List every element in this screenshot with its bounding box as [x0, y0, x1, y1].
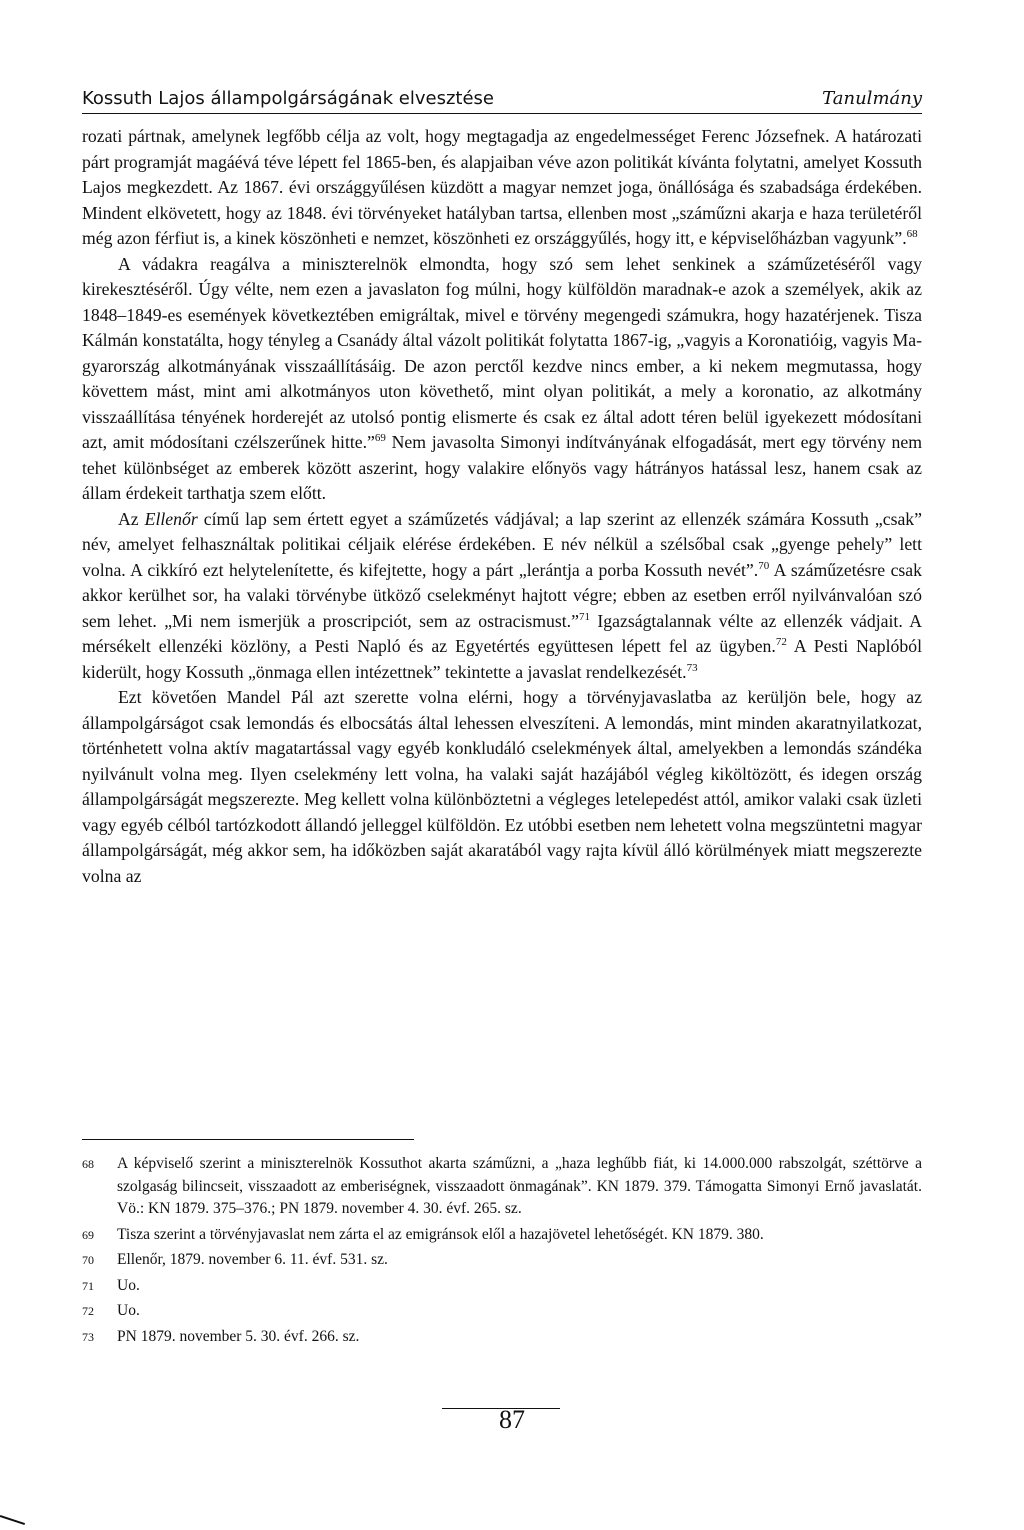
- footnote-ref-68[interactable]: 68: [906, 228, 918, 240]
- paragraph-text: Nem javasolta Simonyi indítványának elfogadását, mert egy törvény nem tehet különbséget az emberek között aszerint, hogy valakire előnyös vagy hátrányos hatással lesz, hanem csak az állam érdekeit tarthatja szem előtt.: [82, 432, 922, 503]
- footnote-text: A képviselő szerint a miniszterelnök Kossuthot akarta száműzni, a „haza leghűbb fiát, ki 14.000.000 rabszolgát, széttörve a szolgaság bilincseit, visszaadott az emberiségnek, visszaadott önmagának”. KN 1879. 379. Támogatta Simonyi Ernő javaslatát. Vö.: KN 1879. 375–376.; PN 1879. november 4. 30. évf. 265. sz.: [117, 1155, 922, 1217]
- footnote-73: [82, 1326, 922, 1349]
- footnote-text: Ellenőr, 1879. november 6. 11. évf. 531. sz.: [117, 1251, 388, 1268]
- footnote-71: [82, 1275, 922, 1298]
- footnote-ref-70[interactable]: 70: [758, 559, 770, 572]
- paragraph-3: [82, 507, 922, 686]
- section-label: Tanulmány: [822, 88, 922, 109]
- footnote-ref-72[interactable]: 72: [775, 636, 787, 648]
- scan-mark: [0, 1515, 25, 1525]
- paragraph-text: A Pesti Naplóból kiderült, hogy Kossuth „önmaga ellen intézettnek” tekintette a javaslat rendelkezését.: [82, 636, 923, 682]
- footnote-number: 69: [82, 1227, 94, 1242]
- footnote-ref-73[interactable]: 73: [686, 661, 698, 674]
- paragraph-text: rozati pártnak, amelynek legfőbb célja az volt, hogy megtagadja az engedelmességet Ferenc Józsefnek. A határozati párt programját magáévá téve lépett fel 1865-ben, és alapjaiban véve azon politikát kívánta folytatni, amelyet Kossuth Lajos megkezdett. Az 1867. évi országgyűlésen küzdött a magyar nemzet joga, önállósága és szabadsága érdekében. Mindent elkövetett, hogy az 1848. évi törvényeket hatályban tartsa, ellenben most „száműzni akarja e haza területéről még azon férfiut is, a kinek köszönheti e nemzet, köszönheti ez országgyűlés, hogy itt, e képviselőházban vagyunk”.: [82, 126, 922, 248]
- footnote-68: [82, 1153, 922, 1221]
- footnote-number: 70: [82, 1253, 94, 1267]
- journal-title: Ellenőr: [144, 508, 198, 529]
- paragraph-text: A vádakra reagálva a miniszterelnök elmondta, hogy szó sem lehet senkinek a száműzetéséről vagy kirekesztéséről. Úgy vélte, nem ezen a javaslaton fog múlni, hogy külföldön maradnak-e azok a személyek, akik az 1848–1849-es események következtében emigráltak, mivel e törvény megengedi számukra, hogy hazatérjenek. Tisza Kálmán konstatálta, hogy tényleg a Csanády által vázolt politikát folytatta 1867-ig, „vagyis a Koronatióig, vagyis Magyarország alkotmányának visszaállításáig. De azon perctől kezdve nincs ember, a ki nekem megmutassa, hogy követtem mást, mint ami alkotmányos uton követhető, mint olyan politikát, a mely a koronatio, az alkotmány visszaállítása tényének horderejét az utolsó pontig elismerte és csak ez által adott téren belül igyekezett módosítani azt, amit módosítani czélszerűnek hitte.”: [82, 253, 922, 452]
- paragraph-1: [82, 124, 922, 252]
- footnote-number: 71: [82, 1278, 94, 1293]
- page-number: 87: [499, 1405, 525, 1434]
- footnote-72: [82, 1300, 922, 1323]
- footnotes: [82, 1153, 922, 1351]
- running-title: Kossuth Lajos állampolgárságának elvesztése: [82, 88, 494, 109]
- footnote-text: Uo.: [117, 1276, 140, 1294]
- running-header: [82, 88, 922, 114]
- footnote-ref-71[interactable]: 71: [578, 610, 590, 623]
- footnote-69: [82, 1224, 922, 1247]
- paragraph-text: Igazságtalannak vélte az ellenzék vádjait. A mérsékelt ellenzéki közlöny, a Pesti Napló és az Egyetértés együttesen lépett fel az ügyben.: [82, 610, 922, 656]
- footnote-number: 73: [82, 1329, 94, 1344]
- footnote-number: 72: [82, 1304, 94, 1318]
- paragraph-text: című lap sem értett egyet a száműzetés vádjával; a lap szerint az ellenzék számára Kossuth „csak” név, amelyet felhasználtak politikai céljaik elérése érdekében. E név nélkül a szélsőbal csak „gyenge pehely” lett volna. A cikkíró ezt helytelenítette, és kifejtette, hogy a párt „lerántja a porba Kossuth nevét”.: [82, 508, 922, 580]
- footnote-text: Tisza szerint a törvényjavaslat nem zárta el az emigránsok elől a hazajövetel lehetőségét. KN 1879. 380.: [117, 1225, 764, 1243]
- body-text: [82, 124, 922, 889]
- paragraph-4: [82, 685, 922, 889]
- footnote-number: 68: [82, 1157, 94, 1171]
- footnote-ref-69[interactable]: 69: [374, 432, 386, 444]
- paragraph-2: [82, 252, 922, 507]
- footnote-text: Uo.: [117, 1302, 140, 1319]
- footnote-70: [82, 1249, 922, 1272]
- footnote-separator: [82, 1139, 414, 1140]
- paragraph-text: Ezt követően Mandel Pál azt szerette volna elérni, hogy a törvényjavaslatba az kerüljön bele, hogy az állampolgárságot csak lemondás és elbocsátás által lehessen elveszíteni. A lemondás, mint minden akaratnyilatkozat, történhetett volna aktív magatartással vagy egyéb konkludáló cselekmények által, amelyekben a lemondás szándéka nyilvánult volna meg. Ilyen cselekmény lett volna, ha valaki saját hazájából végleg kiköltözött, és idegen ország állampolgárságát megszerezte. Meg kellett volna különböztetni a végleges letelepedést attól, amikor valaki csak üzleti vagy egyéb célból tartózkodott állandó jelleggel külföldön. Ez utóbbi esetben nem lehetett volna megszüntetni magyar állampolgárságát, még akkor sem, ha időközben saját akaratából vagy rajta kívül álló körülmények miatt megszerezte volna az: [82, 687, 922, 886]
- footnote-text: PN 1879. november 5. 30. évf. 266. sz.: [117, 1327, 360, 1345]
- paragraph-text: Az: [118, 508, 145, 529]
- paragraph-text: A száműzetésre csak akkor kerülhet sor, ha valaki törvénybe ütköző cselekményt hajtott végre; ebben az esetben erről nyilvánvalóan szó sem lehet. „Mi nem ismerjük a proscripciót, sem az ostracismust.”: [82, 559, 923, 631]
